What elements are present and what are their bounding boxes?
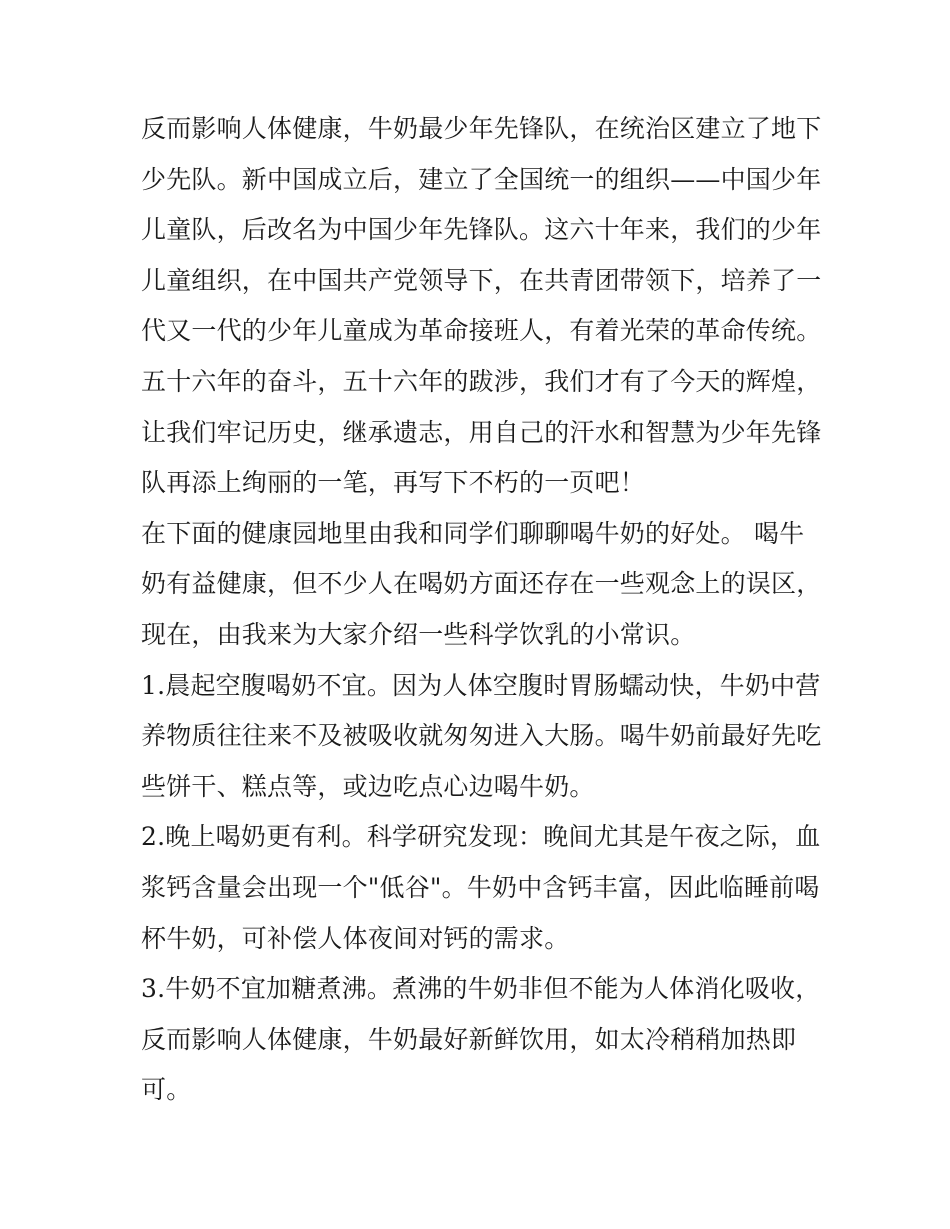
text-line: 杯牛奶，可补偿人体夜间对钙的需求。 xyxy=(141,923,570,953)
text-line: 儿童组织，在中国共产党领导下，在共青团带领下，培养了一 xyxy=(141,265,822,295)
text-line: 可。 xyxy=(141,1075,192,1105)
body-text xyxy=(141,104,821,1116)
text-line: 1.晨起空腹喝奶不宜。因为人体空腹时胃肠蠕动快，牛奶中营 xyxy=(141,670,821,700)
text-line: 五十六年的奋斗，五十六年的跋涉，我们才有了今天的辉煌， xyxy=(141,366,822,396)
text-line: 让我们牢记历史，继承遗志，用自己的汗水和智慧为少年先锋 xyxy=(141,417,822,447)
text-line: 在下面的健康园地里由我和同学们聊聊喝牛奶的好处。 喝牛 xyxy=(141,518,805,548)
text-line: 代又一代的少年儿童成为革命接班人，有着光荣的革命传统。 xyxy=(141,316,822,346)
text-line: 3.牛奶不宜加糖煮沸。煮沸的牛奶非但不能为人体消化吸收， xyxy=(141,974,821,1004)
text-line: 些饼干、糕点等，或边吃点心边喝牛奶。 xyxy=(141,771,595,801)
text-line: 反而影响人体健康，牛奶最少年先锋队，在统治区建立了地下 xyxy=(141,114,822,143)
text-line: 奶有益健康，但不少人在喝奶方面还存在一些观念上的误区， xyxy=(141,569,822,599)
text-line: 少先队。新中国成立后，建立了全国统一的组织——中国少年 xyxy=(141,164,822,194)
text-line: 现在，由我来为大家介绍一些科学饮乳的小常识。 xyxy=(141,619,696,649)
text-line: 反而影响人体健康，牛奶最好新鲜饮用，如太冷稍稍加热即 xyxy=(141,1024,797,1054)
text-line: 浆钙含量会出现一个"低谷"。牛奶中含钙丰富，因此临睡前喝 xyxy=(141,872,820,902)
text-line: 2.晚上喝奶更有利。科学研究发现：晚间尤其是午夜之际，血 xyxy=(141,822,821,852)
text-line: 队再添上绚丽的一笔，再写下不朽的一页吧！ xyxy=(141,468,646,498)
text-line: 儿童队，后改名为中国少年先锋队。这六十年来，我们的少年 xyxy=(141,215,822,245)
text-line: 养物质往往来不及被吸收就匆匆进入大肠。喝牛奶前最好先吃 xyxy=(141,721,822,751)
